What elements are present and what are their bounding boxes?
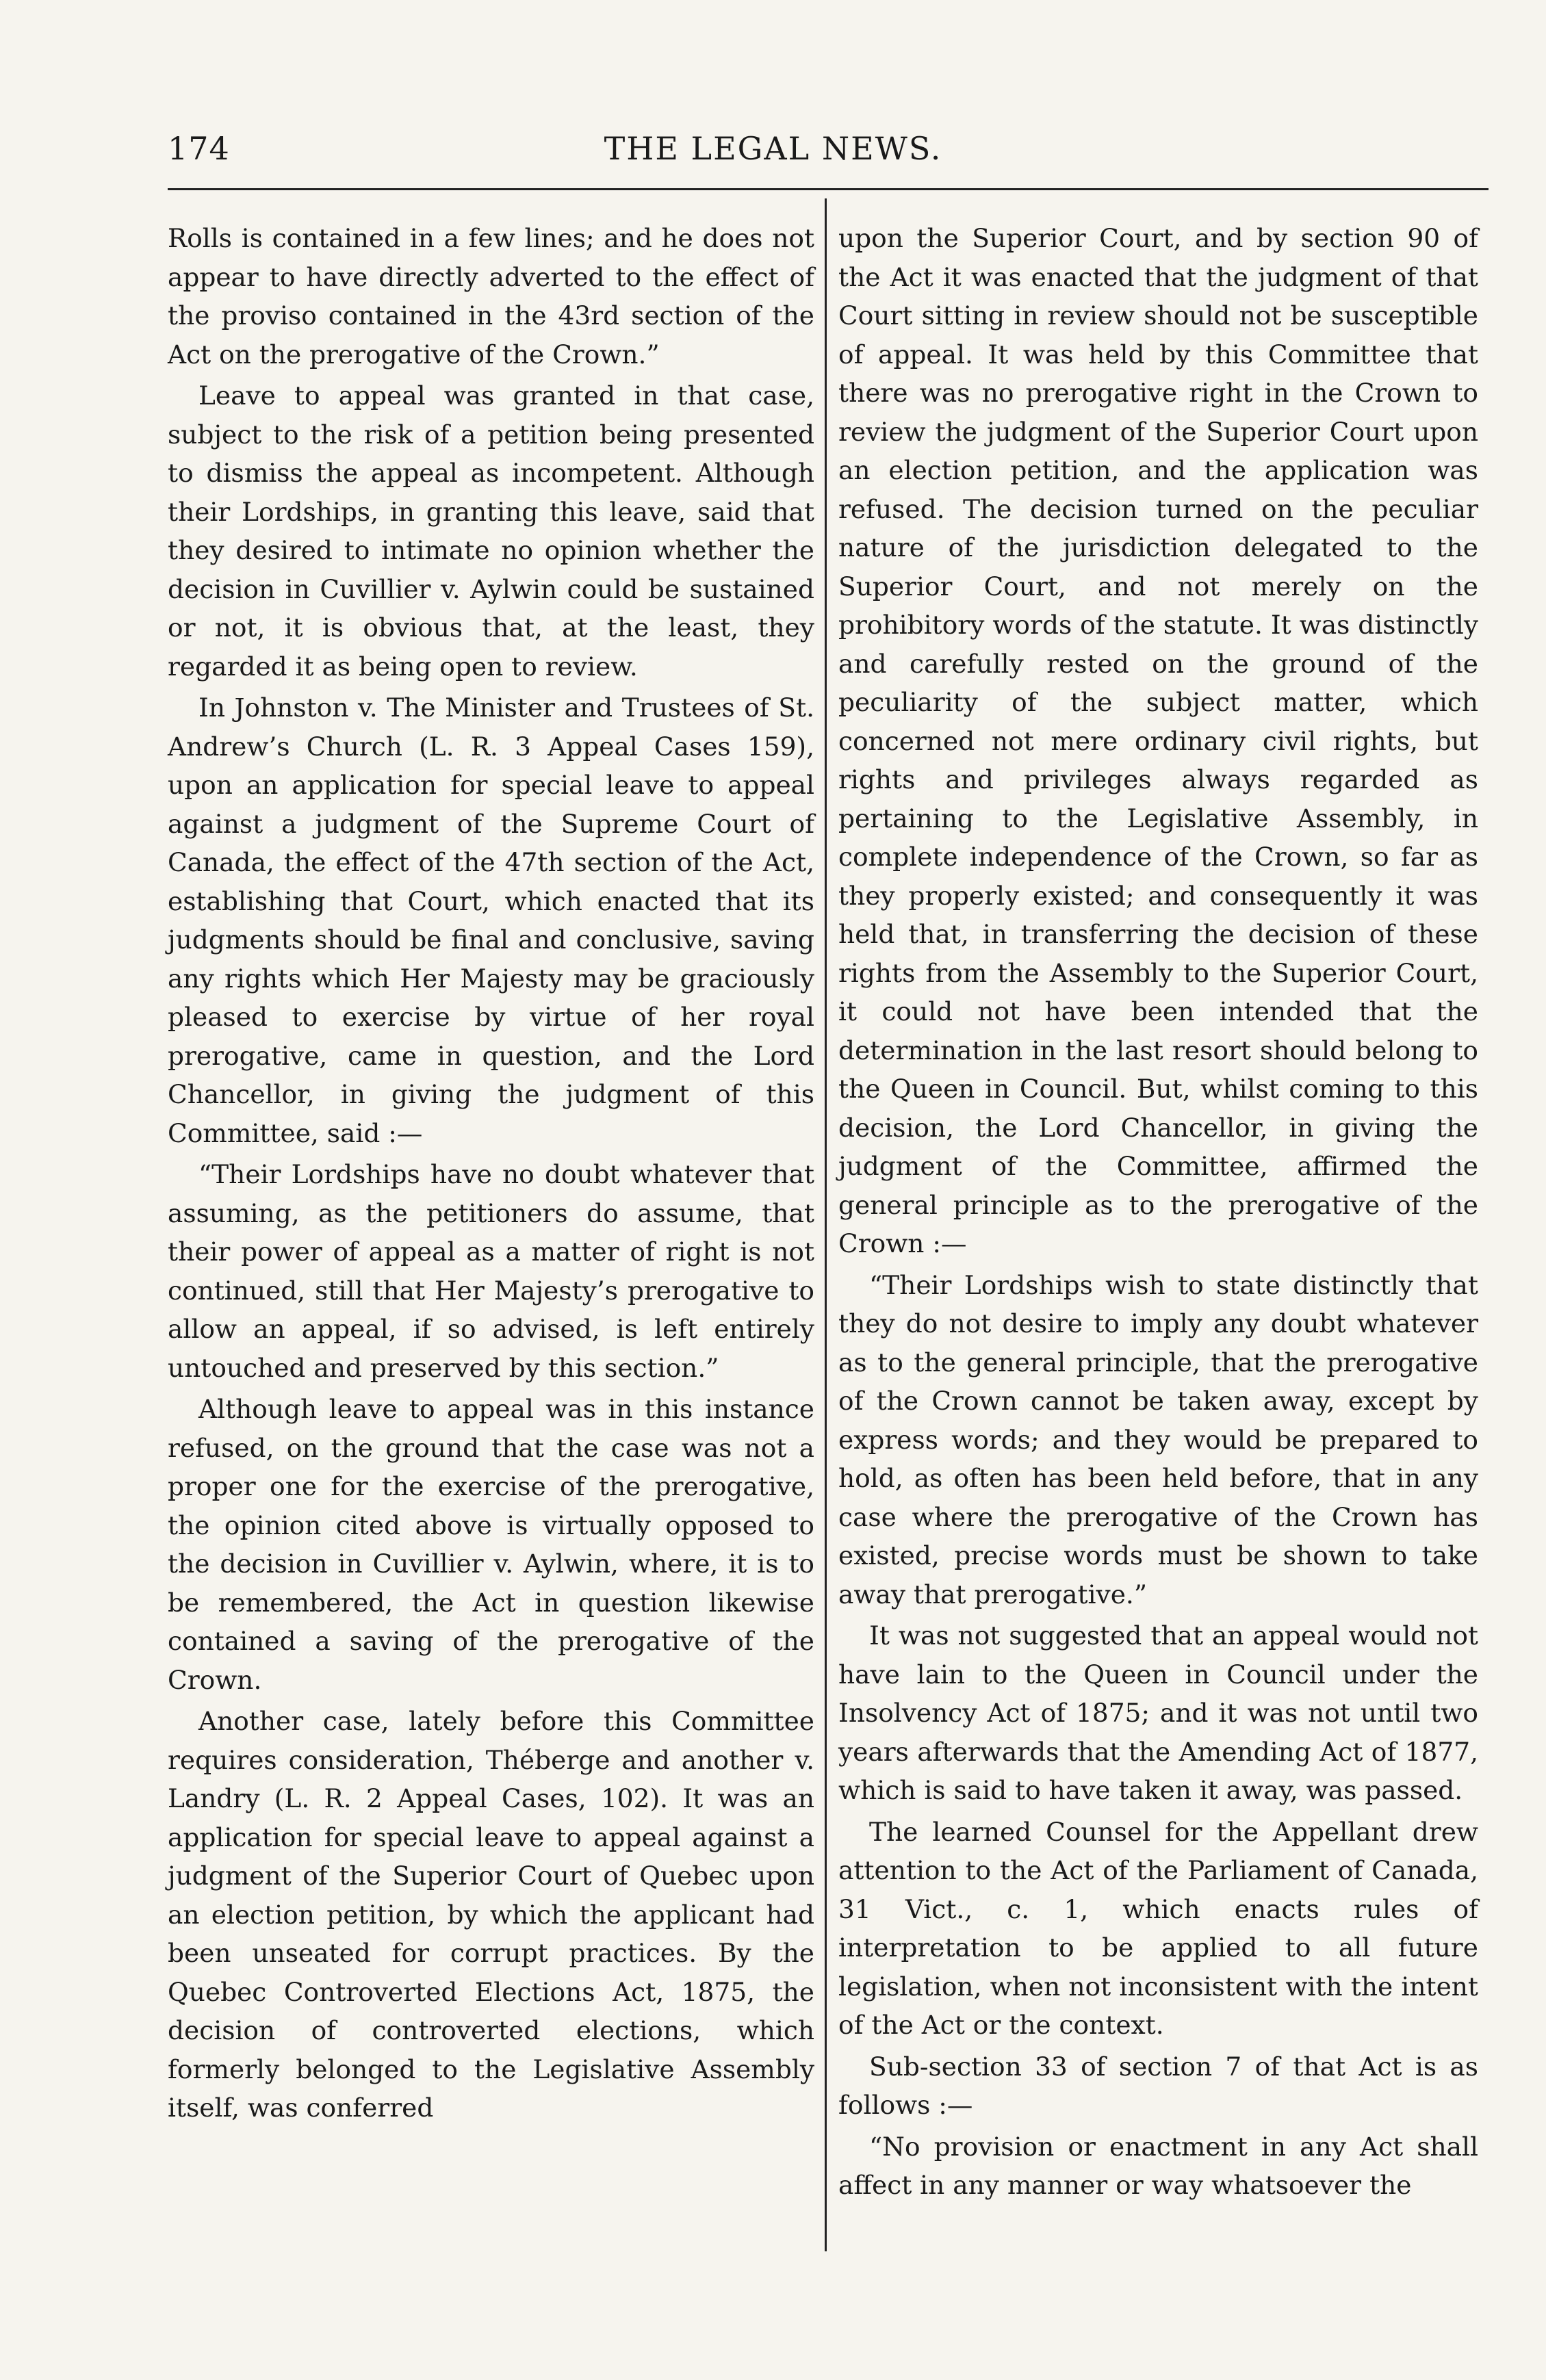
header-rule — [168, 188, 1489, 190]
page-number: 174 — [168, 130, 230, 167]
paragraph: upon the Superior Court, and by section 90 of the Act it was enacted that the judgment of that Court sitting in review should not be susceptible of appeal. It was held by this Committee that there was no prerogative right in the Crown to review the judgment of the Superior Court upon an election petition, and the application was refused. The decision turned on the peculiar nature of the jurisdiction delegated to the Superior Court, and not merely on the prohibitory words of the statute. It was distinctly and carefully rested on the ground of the peculiarity of the subject matter, which concerned not mere ordinary civil rights, but rights and privileges always regarded as pertaining to the Legislative Assembly, in complete independence of the Crown, so far as they properly existed; and consequently it was held that, in transferring the decision of these rights from the Assembly to the Superior Court, it could not have been intended that the determination in the last resort should belong to the Queen in Council. But, whilst coming to this decision, the Lord Chancellor, in giving the judgment of the Committee, affirmed the general principle as to the prerogative of the Crown :— — [838, 223, 1478, 1258]
left-column — [168, 219, 814, 2127]
column-divider — [825, 198, 827, 2251]
paragraph: The learned Counsel for the Appellant drew attention to the Act of the Parliament of Canada, 31 Vict., c. 1, which enacts rules of interpretation to be applied to all future legislation, when not inconsistent with the intent of the Act or the context. — [838, 1816, 1478, 2040]
quotation: “Their Lordships wish to state distinctly that they do not desire to imply any doubt whatever as to the general principle, that the prerogative of the Crown cannot be taken away, except by express words; and they would be prepared to hold, as often has been held before, that in any case where the prerogative of the Crown has existed, precise words must be shown to take away that prerogative.” — [838, 1269, 1478, 1609]
paragraph: Sub-section 33 of section 7 of that Act is as follows :— — [838, 2051, 1478, 2120]
right-column — [838, 219, 1478, 2205]
paragraph: In Johnston v. The Minister and Trustees of St. Andrew’s Church (L. R. 3 Appeal Cases 159), upon an application for special leave to appeal against a judgment of the Supreme Court of Canada, the effect of the 47th section of the Act, establishing that Court, which enacted that its judgments should be final and conclusive, saving any rights which Her Majesty may be graciously pleased to exercise by virtue of her royal prerogative, came in question, and the Lord Chancellor, in giving the judgment of this Committee, said :— — [168, 693, 814, 1148]
paragraph: It was not suggested that an appeal would not have lain to the Queen in Council under the Insolvency Act of 1875; and it was not until two years afterwards that the Amending Act of 1877, which is said to have taken it away, was passed. — [838, 1620, 1478, 1805]
quotation: “Their Lordships have no doubt whatever that assuming, as the petitioners do assume, that their power of appeal as a matter of right is not continued, still that Her Majesty’s prerogative to allow an appeal, if so advised, is left entirely untouched and preserved by this section.” — [168, 1159, 814, 1383]
paragraph: Although leave to appeal was in this instance refused, on the ground that the case was not a proper one for the exercise of the prerogative, the opinion cited above is virtually opposed to the decision in Cuvillier v. Aylwin, where, it is to be remembered, the Act in question likewise contained a saving of the prerogative of the Crown. — [168, 1394, 814, 1695]
paragraph: Leave to appeal was granted in that case, subject to the risk of a petition being presented to dismiss the appeal as incompetent. Although their Lordships, in granting this leave, said that they desired to intimate no opinion whether the decision in Cuvillier v. Aylwin could be sustained or not, it is obvious that, at the least, they regarded it as being open to review. — [168, 380, 814, 682]
paragraph: Another case, lately before this Committee requires consideration, Théberge and another v. Landry (L. R. 2 Appeal Cases, 102). It was an application for special leave to appeal against a judgment of the Superior Court of Quebec upon an election petition, by which the applicant had been unseated for corrupt practices. By the Quebec Controverted Elections Act, 1875, the decision of controverted elections, which formerly belonged to the Legislative Assembly itself, was conferred — [168, 1706, 814, 2123]
paragraph: Rolls is contained in a few lines; and he does not appear to have directly adverted to the effect of the proviso contained in the 43rd section of the Act on the prerogative of the Crown.” — [168, 223, 814, 370]
running-title: THE LEGAL NEWS. — [604, 130, 942, 167]
quotation: “No provision or enactment in any Act shall affect in any manner or way whatsoever the — [838, 2131, 1478, 2200]
